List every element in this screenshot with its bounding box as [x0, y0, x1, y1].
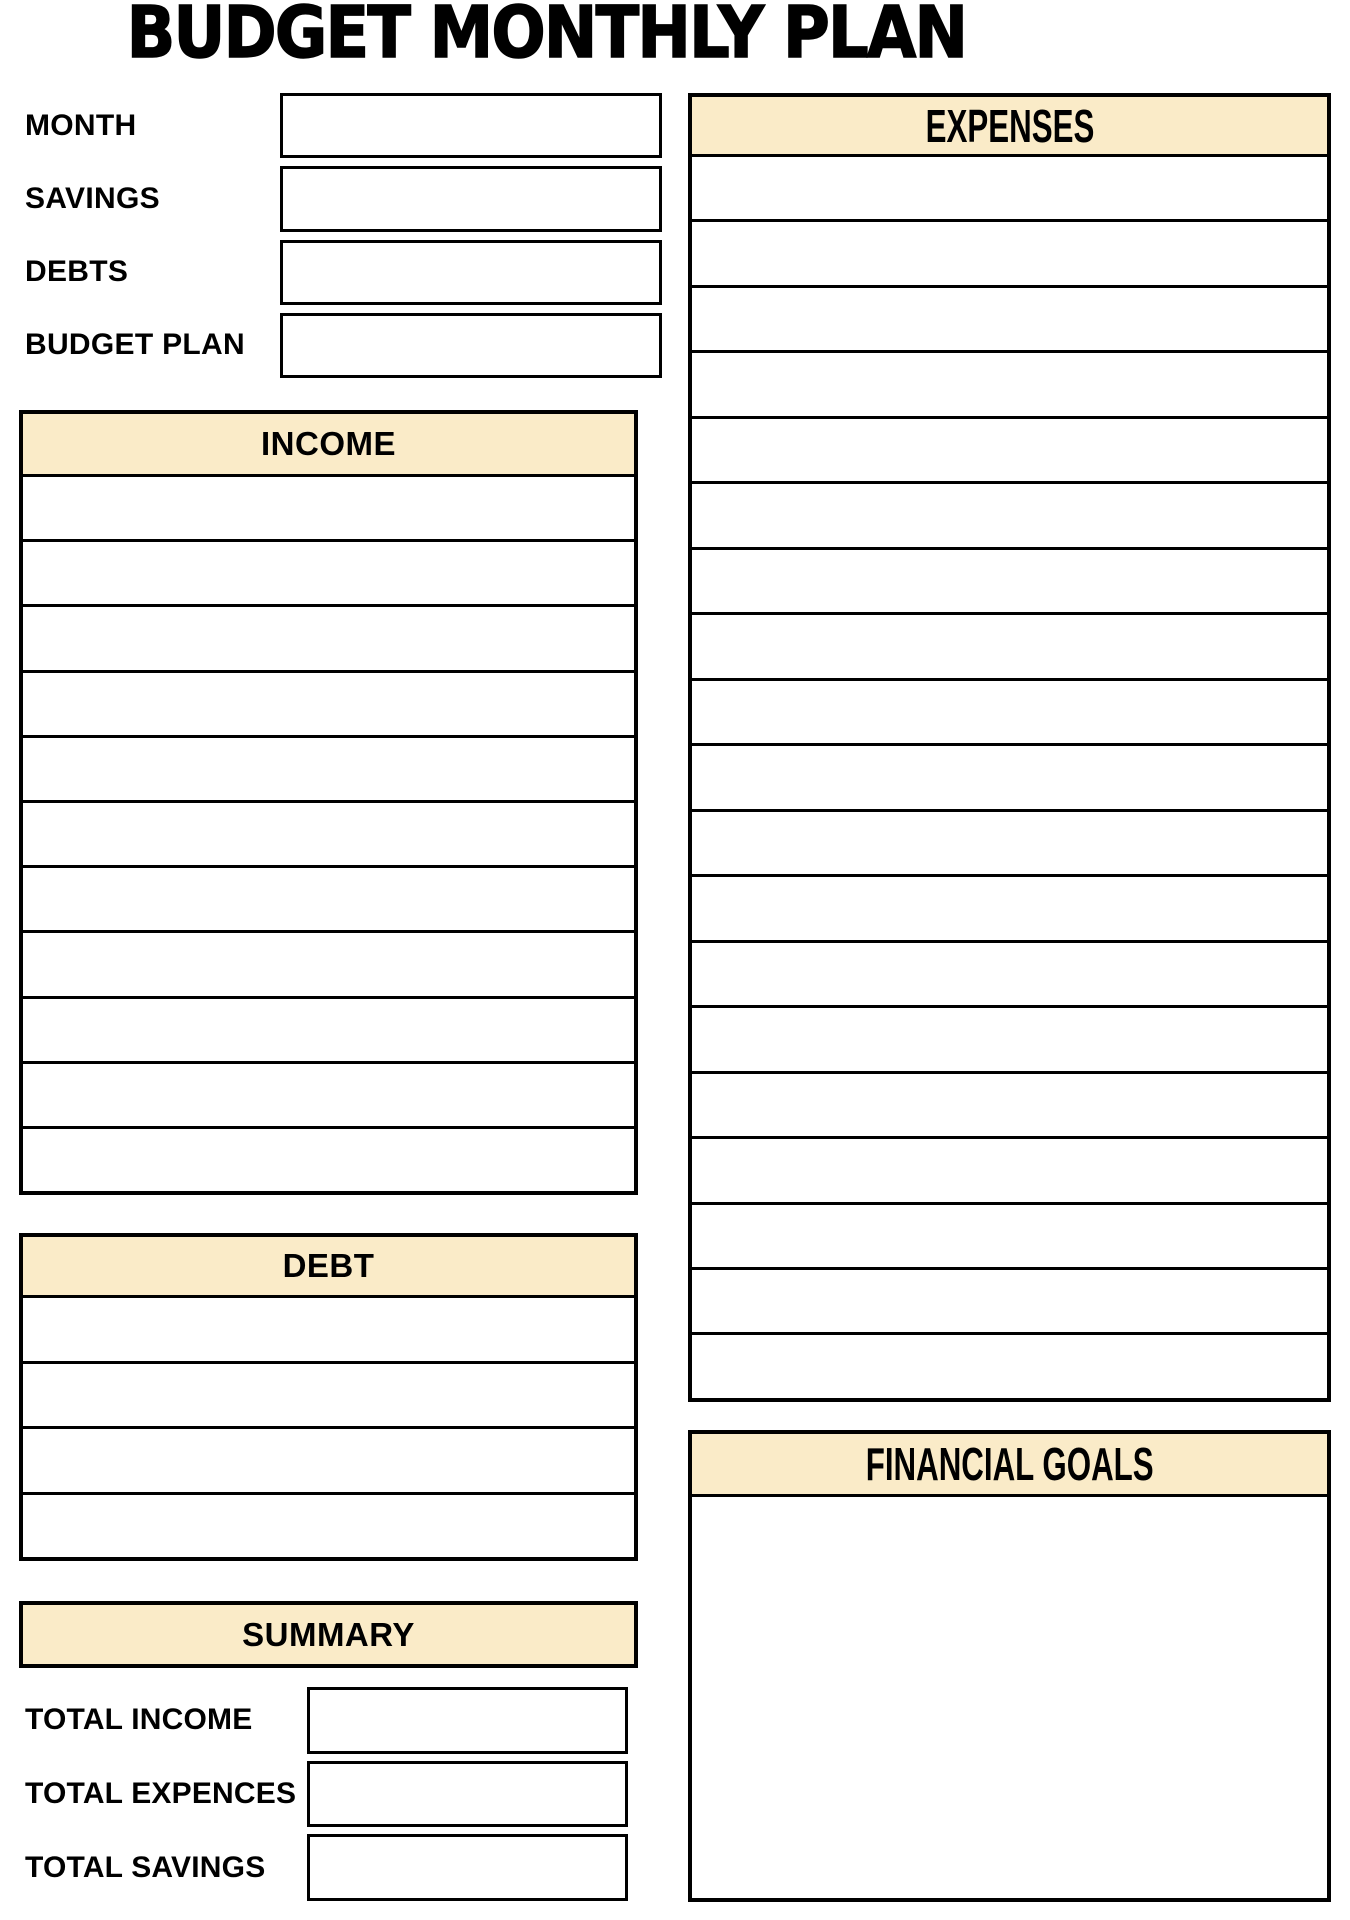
expenses-row[interactable] — [692, 288, 1327, 353]
debt-row[interactable] — [23, 1495, 634, 1558]
debt-row[interactable] — [23, 1429, 634, 1495]
expenses-row[interactable] — [692, 943, 1327, 1008]
expenses-row[interactable] — [692, 746, 1327, 811]
expenses-row[interactable] — [692, 1270, 1327, 1335]
income-row[interactable] — [23, 933, 634, 998]
info-field-row — [25, 240, 662, 305]
info-field-row — [25, 166, 662, 231]
page-title-wrap — [19, 0, 1073, 74]
income-rows — [23, 477, 634, 1191]
expenses-row[interactable] — [692, 222, 1327, 287]
expenses-row[interactable] — [692, 484, 1327, 549]
summary-title: SUMMARY — [242, 1615, 415, 1653]
expenses-row[interactable] — [692, 877, 1327, 942]
summary-header-bar — [19, 1601, 638, 1668]
expenses-header — [692, 97, 1327, 157]
info-field-input[interactable] — [280, 240, 662, 305]
financial-goals-header — [692, 1434, 1327, 1497]
debt-rows — [23, 1298, 634, 1557]
summary-fields — [25, 1687, 628, 1901]
summary-field-input[interactable] — [307, 1687, 628, 1754]
expenses-row[interactable] — [692, 1074, 1327, 1139]
expenses-row[interactable] — [692, 1335, 1327, 1397]
info-field-label: BUDGET PLAN — [25, 328, 245, 362]
expenses-table — [688, 93, 1331, 1402]
financial-goals-area[interactable] — [692, 1497, 1327, 1898]
income-title: INCOME — [261, 425, 396, 462]
info-field-input[interactable] — [280, 313, 662, 378]
income-row[interactable] — [23, 868, 634, 933]
info-field-row — [25, 313, 662, 378]
debt-row[interactable] — [23, 1298, 634, 1364]
financial-goals-title: FINANCIAL GOALS — [865, 1438, 1154, 1490]
expenses-row[interactable] — [692, 550, 1327, 615]
financial-goals-section — [688, 1430, 1331, 1902]
income-row[interactable] — [23, 1064, 634, 1129]
debt-row[interactable] — [23, 1364, 634, 1430]
expenses-row[interactable] — [692, 157, 1327, 222]
income-row[interactable] — [23, 999, 634, 1064]
expenses-row[interactable] — [692, 1205, 1327, 1270]
page-title: BUDGET MONTHLY PLAN — [126, 0, 966, 74]
debt-table — [19, 1233, 638, 1561]
expenses-row[interactable] — [692, 419, 1327, 484]
income-row[interactable] — [23, 542, 634, 607]
summary-field-label: TOTAL SAVINGS — [25, 1850, 266, 1884]
income-row[interactable] — [23, 607, 634, 672]
expenses-title: EXPENSES — [925, 99, 1094, 152]
info-field-label: MONTH — [25, 108, 137, 142]
summary-field-row — [25, 1761, 628, 1828]
income-table — [19, 410, 638, 1195]
summary-field-row — [25, 1834, 628, 1901]
info-field-input[interactable] — [280, 166, 662, 231]
debt-title: DEBT — [282, 1247, 375, 1284]
expenses-row[interactable] — [692, 1008, 1327, 1073]
income-row[interactable] — [23, 803, 634, 868]
income-header — [23, 414, 634, 477]
expenses-row[interactable] — [692, 681, 1327, 746]
income-row[interactable] — [23, 1129, 634, 1191]
debt-header — [23, 1237, 634, 1298]
expenses-row[interactable] — [692, 1139, 1327, 1204]
info-field-row — [25, 93, 662, 158]
info-fields — [25, 93, 662, 378]
income-row[interactable] — [23, 477, 634, 542]
summary-field-row — [25, 1687, 628, 1754]
expenses-row[interactable] — [692, 615, 1327, 680]
summary-header — [23, 1605, 634, 1664]
expenses-row[interactable] — [692, 353, 1327, 418]
summary-field-input[interactable] — [307, 1761, 628, 1828]
income-row[interactable] — [23, 673, 634, 738]
expenses-rows — [692, 157, 1327, 1398]
info-field-label: SAVINGS — [25, 181, 160, 215]
summary-field-label: TOTAL EXPENCES — [25, 1777, 297, 1810]
info-field-label: DEBTS — [25, 255, 129, 289]
summary-field-label: TOTAL INCOME — [25, 1703, 253, 1737]
info-field-input[interactable] — [280, 93, 662, 158]
summary-field-input[interactable] — [307, 1834, 628, 1901]
expenses-row[interactable] — [692, 812, 1327, 877]
income-row[interactable] — [23, 738, 634, 803]
